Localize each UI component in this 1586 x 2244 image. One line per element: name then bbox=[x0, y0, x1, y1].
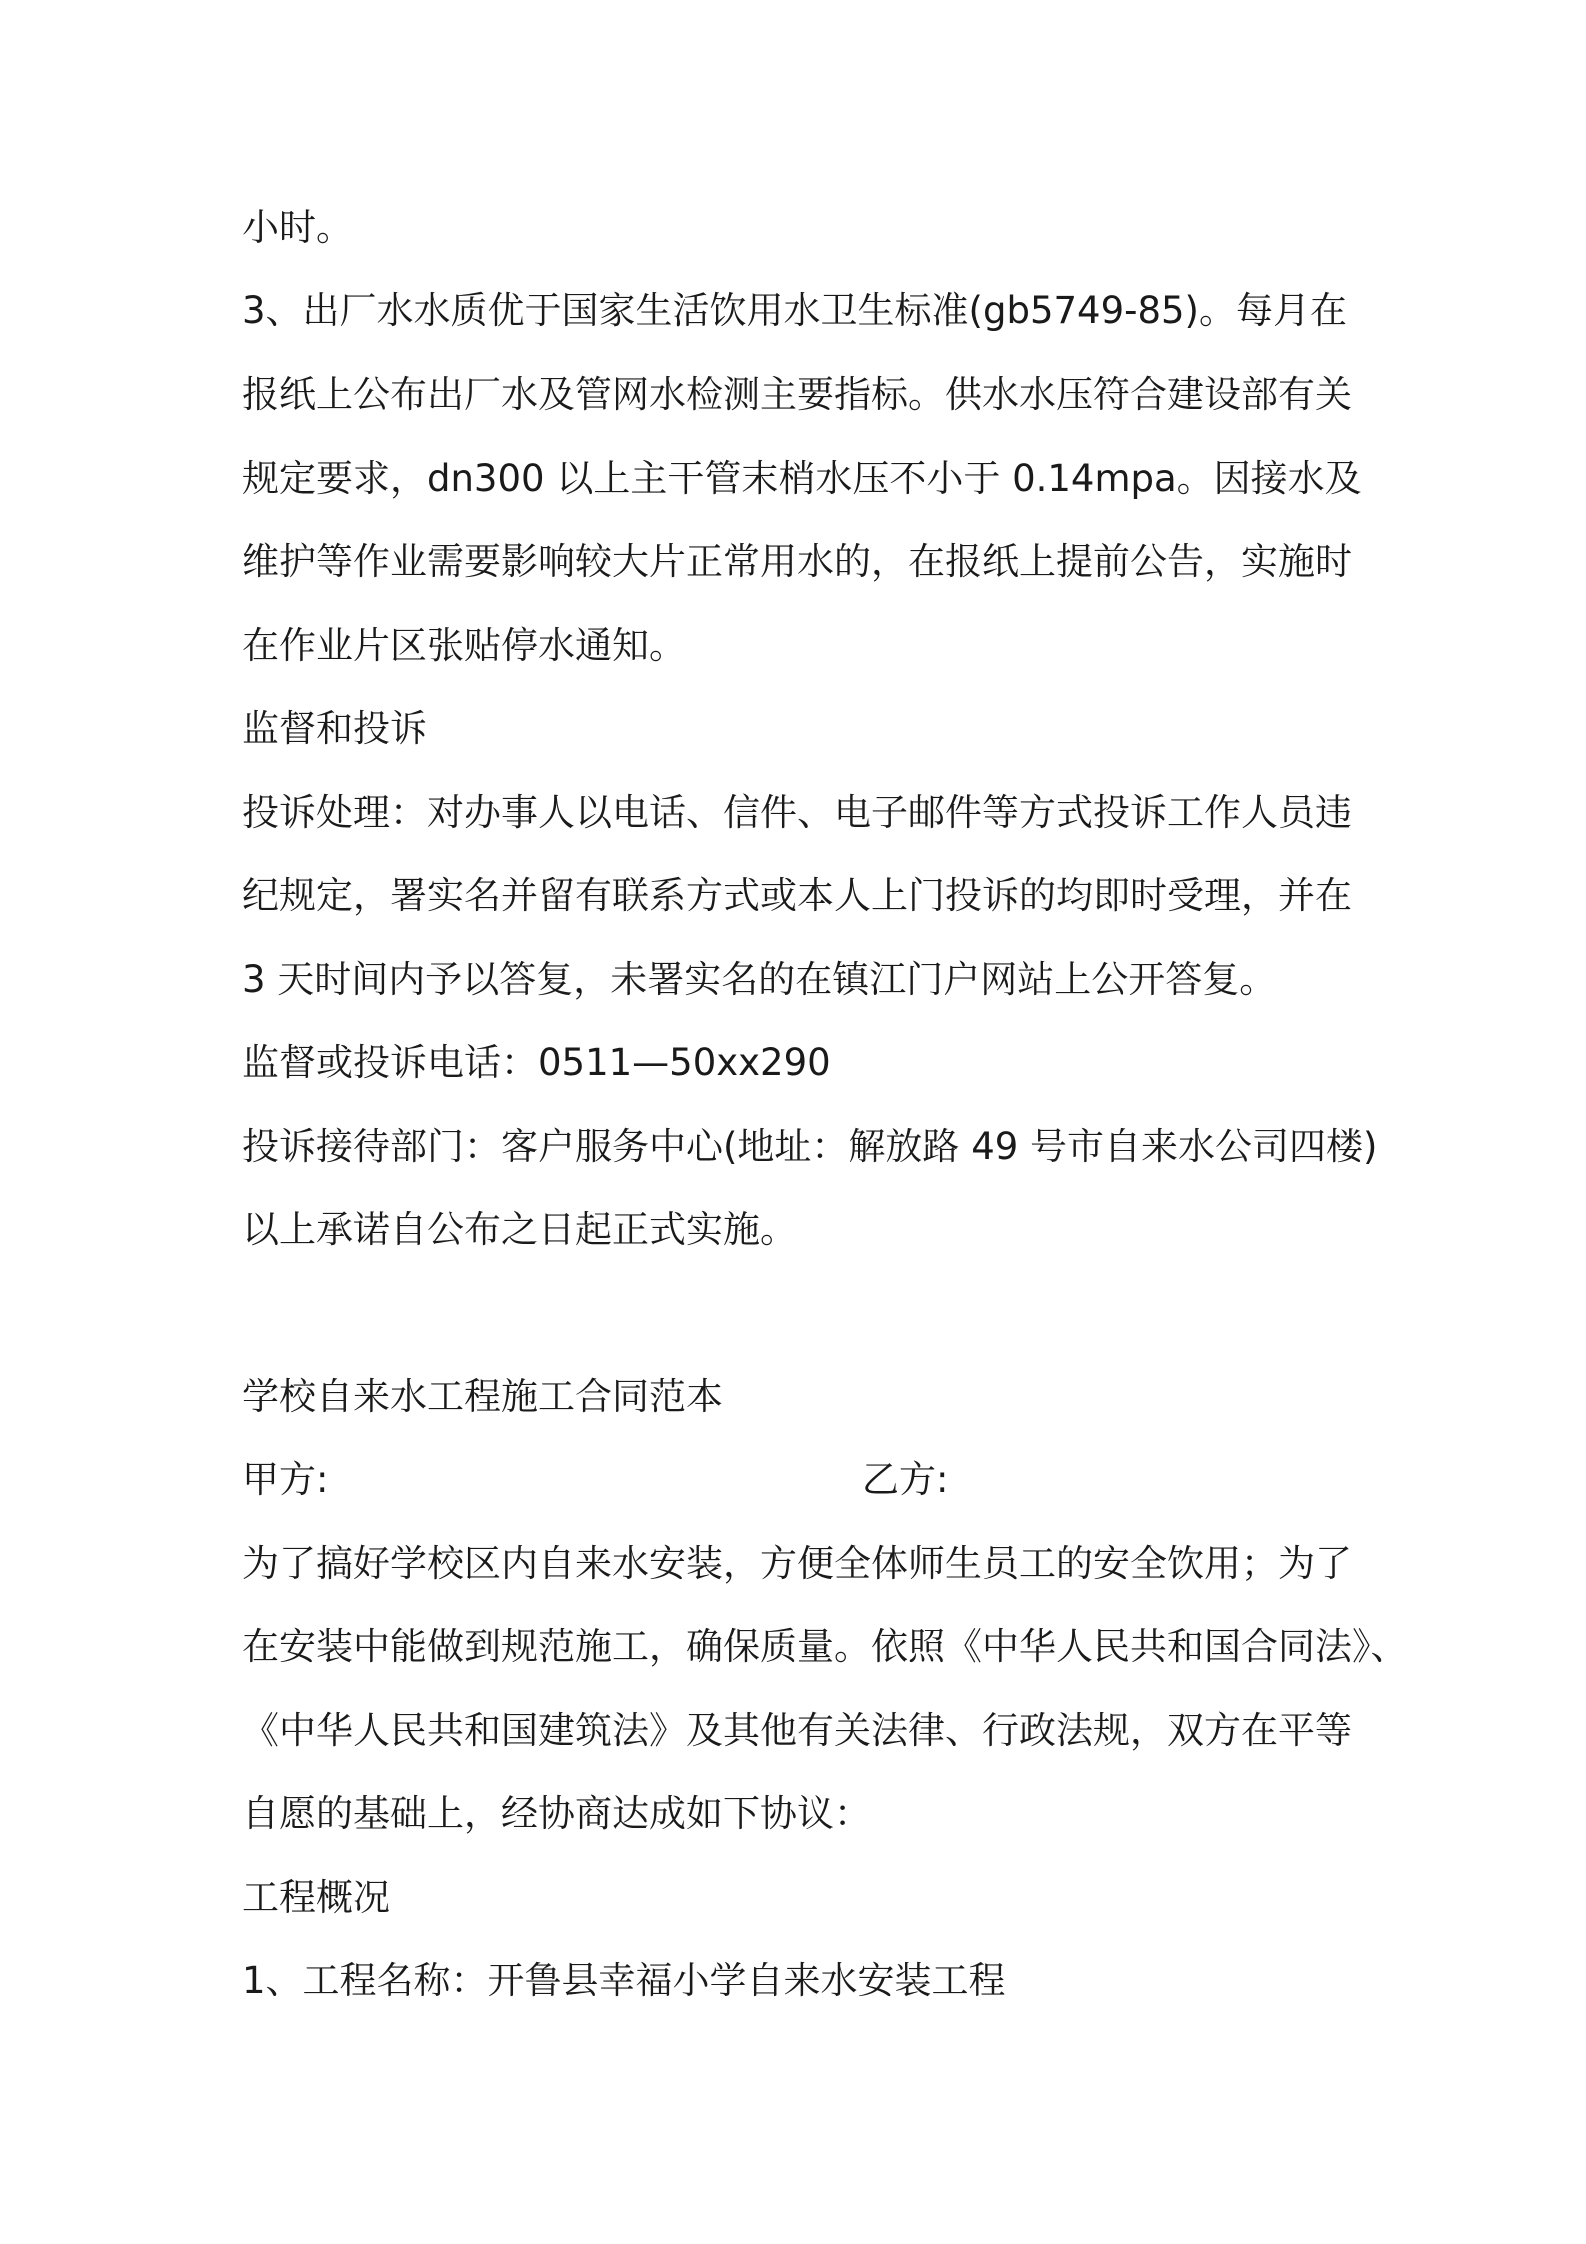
paragraph-line: 投诉处理：对办事人以电话、信件、电子邮件等方式投诉工作人员违 bbox=[242, 791, 1352, 834]
section-heading-project-overview: 工程概况 bbox=[242, 1876, 390, 1919]
paragraph-line: 在作业片区张贴停水通知。 bbox=[242, 624, 686, 667]
paragraph-line: 3 天时间内予以答复，未署实名的在镇江门户网站上公开答复。 bbox=[242, 958, 1277, 1001]
paragraph-line: 《中华人民共和国建筑法》及其他有关法律、行政法规，双方在平等 bbox=[242, 1709, 1352, 1752]
paragraph-line: 自愿的基础上，经协商达成如下协议： bbox=[242, 1792, 871, 1835]
paragraph-line: 以上承诺自公布之日起正式实施。 bbox=[242, 1208, 797, 1251]
paragraph-line: 为了搞好学校区内自来水安装，方便全体师生员工的安全饮用；为了 bbox=[242, 1542, 1352, 1585]
paragraph-line: 在安装中能做到规范施工，确保质量。依照《中华人民共和国合同法》、 bbox=[242, 1625, 1408, 1668]
complaint-department: 投诉接待部门：客户服务中心(地址：解放路 49 号市自来水公司四楼) bbox=[242, 1125, 1378, 1168]
paragraph-line: 3、出厂水水质优于国家生活饮用水卫生标准(gb5749-85)。每月在 bbox=[242, 289, 1347, 332]
paragraph-line: 纪规定，署实名并留有联系方式或本人上门投诉的均即时受理，并在 bbox=[242, 874, 1352, 917]
party-b-label: 乙方: bbox=[862, 1458, 949, 1501]
paragraph-line: 报纸上公布出厂水及管网水检测主要指标。供水水压符合建设部有关 bbox=[242, 373, 1352, 416]
contract-title: 学校自来水工程施工合同范本 bbox=[242, 1375, 723, 1418]
paragraph-line: 维护等作业需要影响较大片正常用水的，在报纸上提前公告，实施时 bbox=[242, 540, 1352, 583]
project-name-line: 1、工程名称：开鲁县幸福小学自来水安装工程 bbox=[242, 1959, 1006, 2002]
section-heading-supervision: 监督和投诉 bbox=[242, 707, 427, 750]
paragraph-line: 小时。 bbox=[242, 206, 353, 249]
paragraph-line: 规定要求，dn300 以上主干管末梢水压不小于 0.14mpa。因接水及 bbox=[242, 457, 1362, 500]
party-a-label: 甲方: bbox=[242, 1458, 329, 1501]
complaint-phone: 监督或投诉电话：0511—50xx290 bbox=[242, 1041, 831, 1084]
